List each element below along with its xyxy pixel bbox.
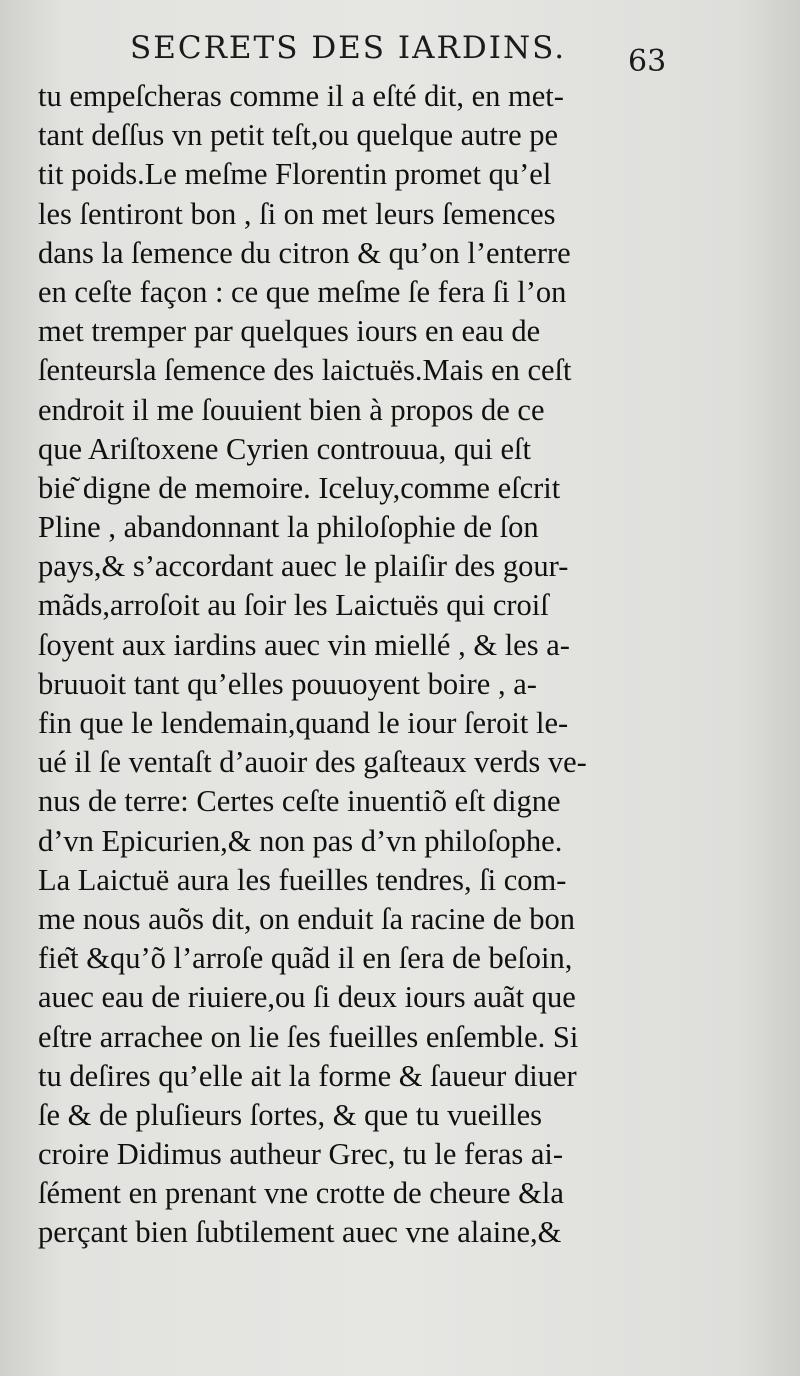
text-line: tant deſſus vn petit teſt,ou quelque autre pe [38, 118, 559, 153]
text-line: les ſentiront bon , ſi on met leurs ſemences [38, 196, 556, 231]
text-line: ſe & de pluſieurs ſortes, & que tu vueilles [38, 1097, 542, 1132]
text-line: dans la ſemence du citron & qu’on l’enterre [38, 235, 571, 270]
text-line: en ceſte façon : ce que meſme ſe fera ſi l’on [38, 274, 567, 309]
body-text [38, 77, 693, 1253]
text-line: perçant bien ſubtilement auec vne alaine,& [38, 1215, 562, 1250]
text-line: ſenteursla ſemence des laictuës.Mais en ceſt [38, 353, 572, 388]
text-line: croire Didimus autheur Grec, tu le feras ai- [38, 1137, 564, 1172]
text-line: me nous auõs dit, on enduit ſa racine de bon [38, 901, 576, 936]
text-line: tu deſires qu’elle ait la forme & ſaueur diuer [38, 1058, 577, 1093]
page-number: 63 [628, 44, 667, 79]
text-line: met tremper par quelques iours en eau de [38, 314, 541, 349]
text-line: d’vn Epicurien,& non pas d’vn philoſophe. [38, 823, 563, 858]
text-line: bruuoit tant qu’elles pouuoyent boire , a- [38, 666, 537, 701]
text-line: Pline , abandonnant la philoſophie de ſon [38, 510, 539, 545]
text-line: ſoyent aux iardins auec vin miellé , & les a- [38, 627, 570, 662]
running-title: SECRETS DES IARDINS. [130, 30, 567, 66]
text-line: eſtre arrachee on lie ſes fueilles enſemble. Si [38, 1019, 579, 1054]
page-header [130, 30, 690, 79]
text-line: tu empeſcheras comme il a eſté dit, en met- [38, 79, 564, 113]
text-line: que Ariſtoxene Cyrien controuua, qui eſt [38, 431, 531, 466]
text-line: fie͂t &qu’õ l’arroſe quãd il en ſera de beſoin, [38, 941, 573, 976]
text-line: bie͂ digne de memoire. Iceluy,comme eſcrit [38, 470, 561, 505]
text-line: mãds,arroſoit au ſoir les Laictuës qui croiſ [38, 588, 549, 623]
text-line: endroit il me ſouuient bien à propos de ce [38, 392, 545, 427]
text-line: fin que le lendemain,quand le iour ſeroit le- [38, 706, 569, 740]
text-line: auec eau de riuiere,ou ſi deux iours auãt que [38, 980, 576, 1015]
text-line: tit poids.Le meſme Florentin promet qu’el [38, 157, 552, 192]
text-line: ué il ſe ventaſt d’auoir des gaſteaux verds ve- [38, 745, 587, 780]
text-line: ſément en prenant vne crotte de cheure &la [38, 1176, 564, 1211]
text-line: nus de terre: Certes ceſte inuentiõ eſt digne [38, 784, 561, 819]
text-line: pays,& s’accordant auec le plaiſir des gour- [38, 549, 569, 584]
text-line: La Laictuë aura les fueilles tendres, ſi com- [38, 862, 567, 897]
